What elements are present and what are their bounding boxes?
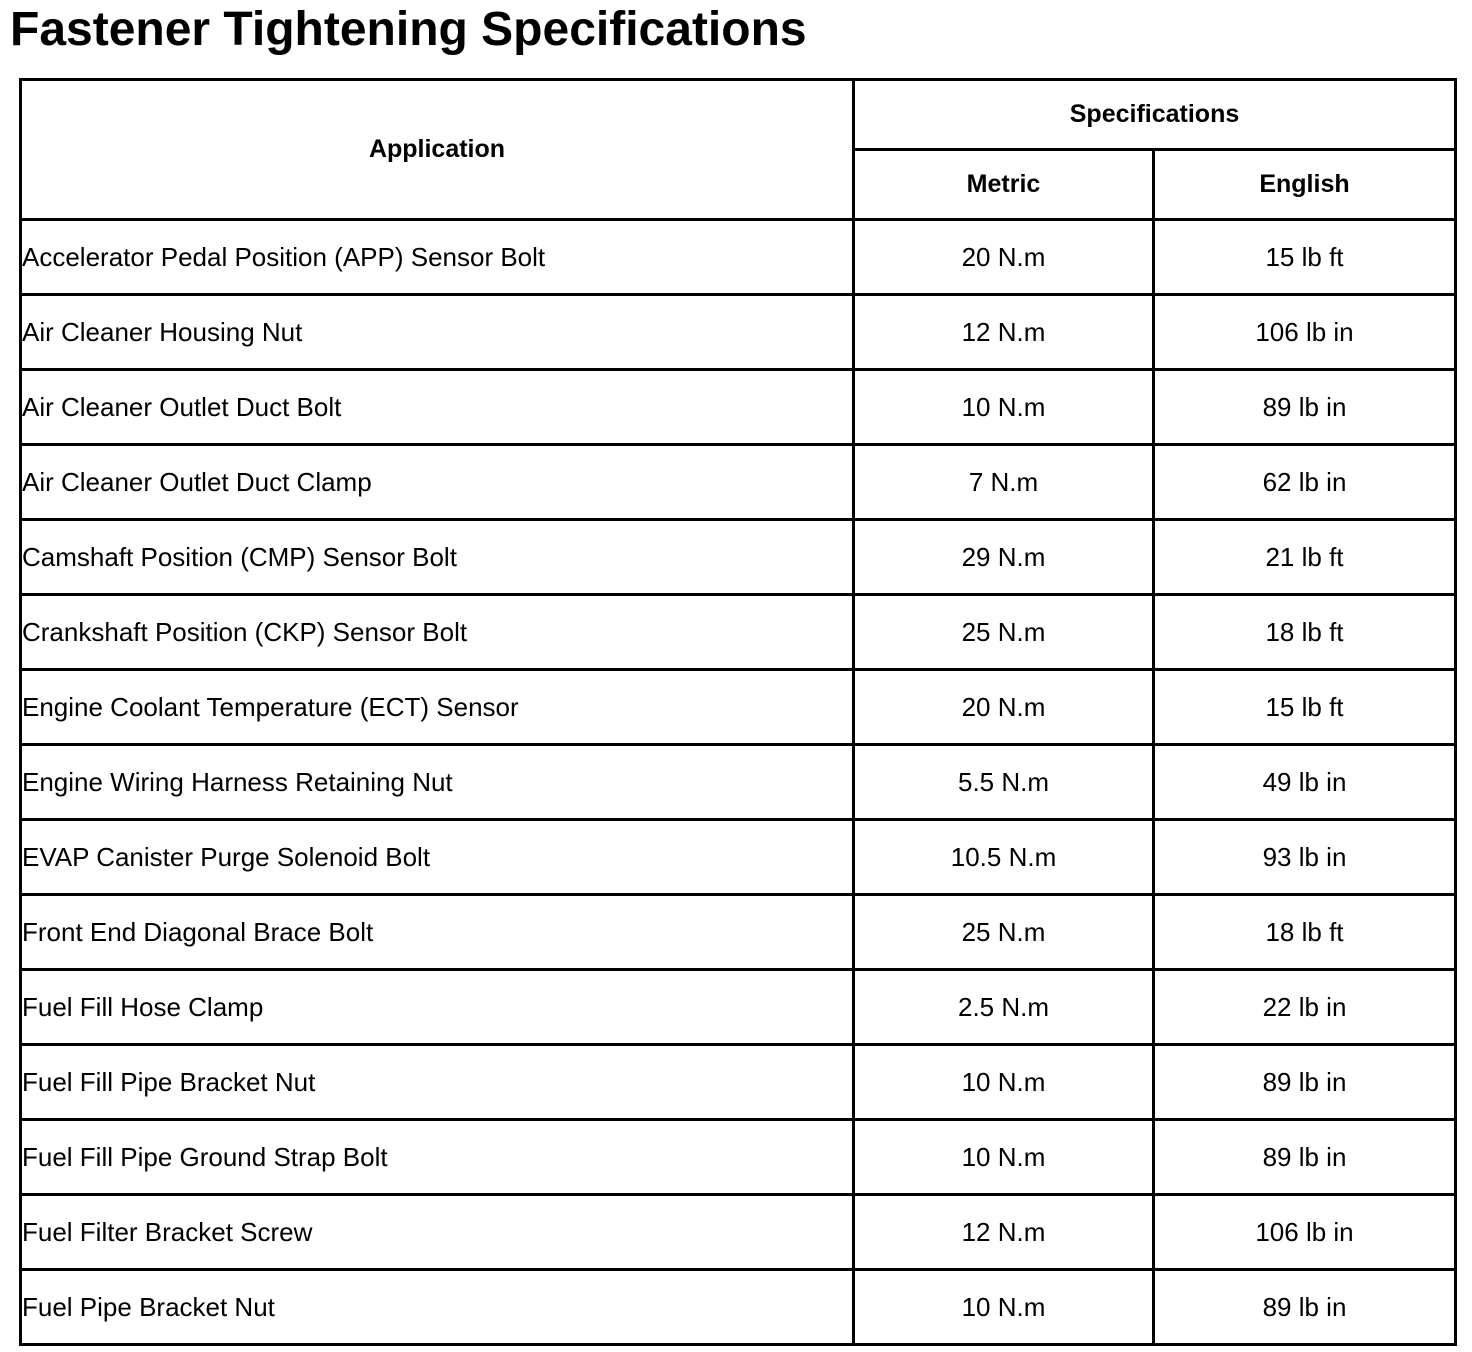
cell-english: 106 lb in (1154, 295, 1456, 370)
cell-english: 15 lb ft (1154, 220, 1456, 295)
table-row (21, 1195, 1456, 1270)
cell-english: 18 lb ft (1154, 595, 1456, 670)
cell-application: Fuel Fill Pipe Bracket Nut (21, 1045, 854, 1120)
column-header-metric: Metric (854, 150, 1154, 220)
column-header-english: English (1154, 150, 1456, 220)
cell-application: Fuel Filter Bracket Screw (21, 1195, 854, 1270)
table-row (21, 295, 1456, 370)
table-row (21, 1120, 1456, 1195)
table-row (21, 520, 1456, 595)
cell-metric: 10 N.m (854, 1270, 1154, 1345)
cell-application: Camshaft Position (CMP) Sensor Bolt (21, 520, 854, 595)
cell-metric: 25 N.m (854, 595, 1154, 670)
cell-metric: 29 N.m (854, 520, 1154, 595)
cell-english: 89 lb in (1154, 1045, 1456, 1120)
cell-metric: 20 N.m (854, 670, 1154, 745)
cell-metric: 12 N.m (854, 295, 1154, 370)
cell-application: Front End Diagonal Brace Bolt (21, 895, 854, 970)
table-row (21, 1270, 1456, 1345)
table-row (21, 970, 1456, 1045)
cell-english: 18 lb ft (1154, 895, 1456, 970)
cell-application: Fuel Pipe Bracket Nut (21, 1270, 854, 1345)
table-row (21, 595, 1456, 670)
table-row (21, 1045, 1456, 1120)
cell-english: 93 lb in (1154, 820, 1456, 895)
cell-english: 89 lb in (1154, 1270, 1456, 1345)
cell-metric: 5.5 N.m (854, 745, 1154, 820)
table-row (21, 745, 1456, 820)
table-row (21, 670, 1456, 745)
table-row (21, 895, 1456, 970)
cell-application: Engine Wiring Harness Retaining Nut (21, 745, 854, 820)
cell-metric: 7 N.m (854, 445, 1154, 520)
cell-english: 21 lb ft (1154, 520, 1456, 595)
cell-application: Fuel Fill Pipe Ground Strap Bolt (21, 1120, 854, 1195)
cell-application: Crankshaft Position (CKP) Sensor Bolt (21, 595, 854, 670)
cell-application: Engine Coolant Temperature (ECT) Sensor (21, 670, 854, 745)
table-body (21, 220, 1456, 1345)
table-row (21, 220, 1456, 295)
table-row (21, 370, 1456, 445)
column-header-application: Application (21, 80, 854, 220)
table-row (21, 445, 1456, 520)
cell-application: Air Cleaner Outlet Duct Bolt (21, 370, 854, 445)
cell-application: EVAP Canister Purge Solenoid Bolt (21, 820, 854, 895)
cell-application: Accelerator Pedal Position (APP) Sensor Bolt (21, 220, 854, 295)
cell-english: 22 lb in (1154, 970, 1456, 1045)
cell-metric: 10 N.m (854, 370, 1154, 445)
cell-english: 62 lb in (1154, 445, 1456, 520)
cell-application: Air Cleaner Housing Nut (21, 295, 854, 370)
cell-metric: 10.5 N.m (854, 820, 1154, 895)
cell-english: 89 lb in (1154, 370, 1456, 445)
cell-metric: 10 N.m (854, 1120, 1154, 1195)
fastener-spec-table (19, 78, 1457, 1346)
cell-application: Fuel Fill Hose Clamp (21, 970, 854, 1045)
table-row (21, 820, 1456, 895)
cell-application: Air Cleaner Outlet Duct Clamp (21, 445, 854, 520)
cell-english: 15 lb ft (1154, 670, 1456, 745)
cell-metric: 25 N.m (854, 895, 1154, 970)
cell-english: 89 lb in (1154, 1120, 1456, 1195)
page-title: Fastener Tightening Specifications (10, 3, 807, 56)
column-header-specifications: Specifications (854, 80, 1456, 150)
cell-metric: 20 N.m (854, 220, 1154, 295)
cell-english: 49 lb in (1154, 745, 1456, 820)
cell-metric: 10 N.m (854, 1045, 1154, 1120)
cell-metric: 12 N.m (854, 1195, 1154, 1270)
cell-metric: 2.5 N.m (854, 970, 1154, 1045)
cell-english: 106 lb in (1154, 1195, 1456, 1270)
